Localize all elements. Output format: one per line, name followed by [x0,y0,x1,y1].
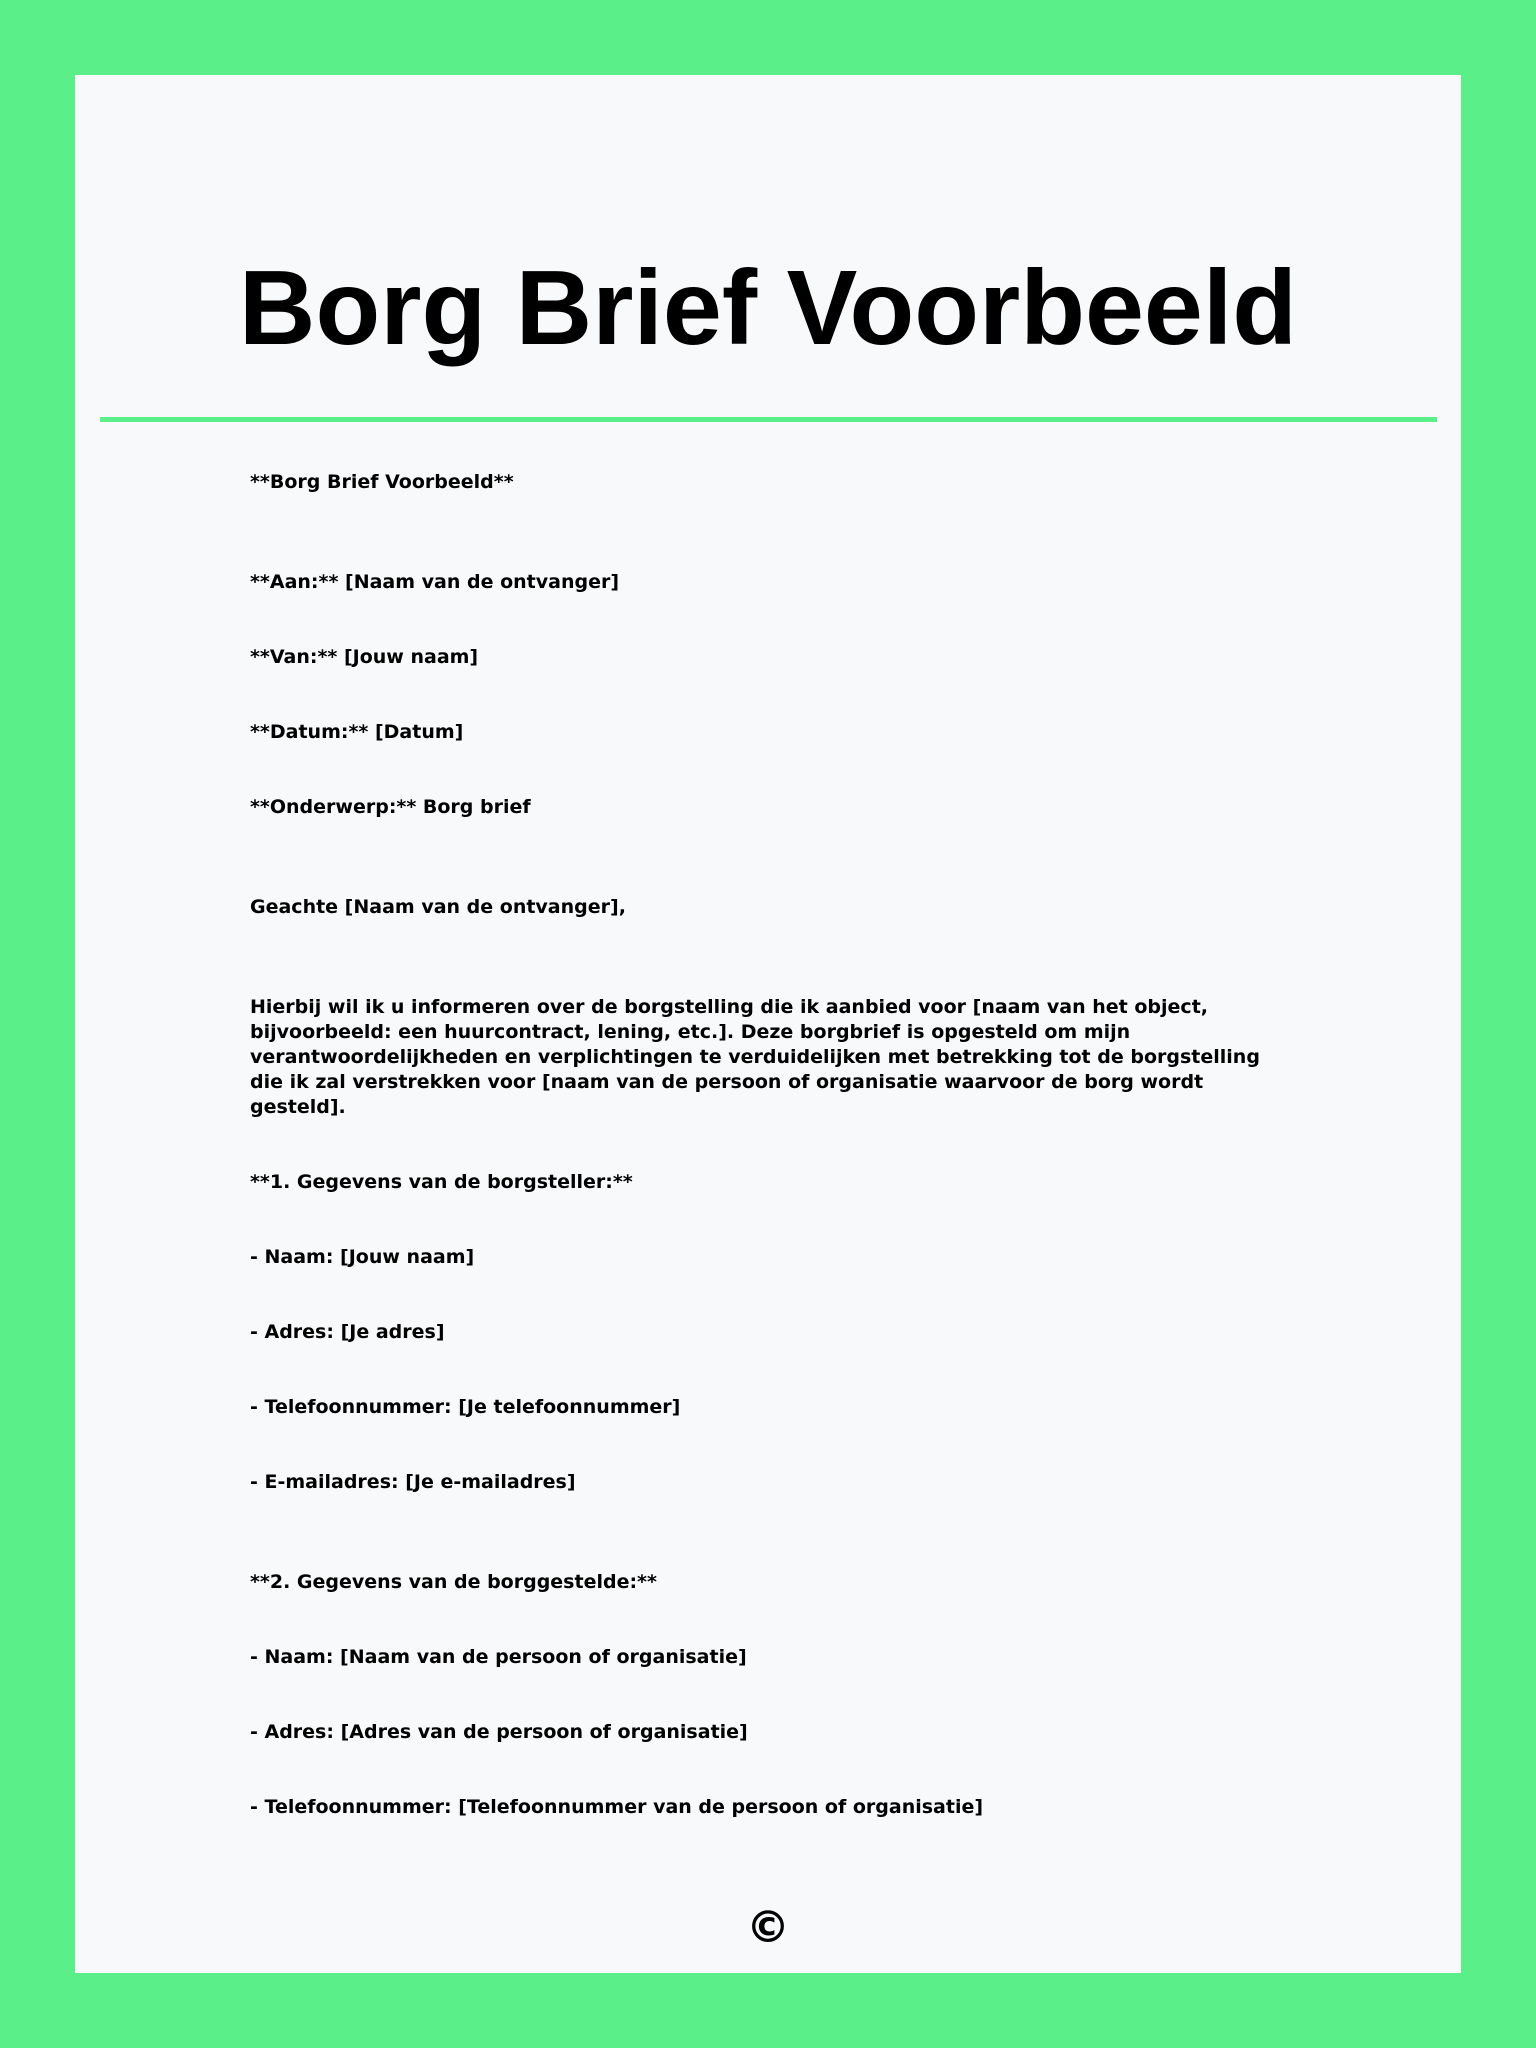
letter-heading: **Borg Brief Voorbeeld** [250,471,514,493]
field-aan: **Aan:** [Naam van de ontvanger] [250,571,620,593]
title-divider [100,417,1437,422]
copyright-icon: © [746,1902,790,1953]
section1-adres: - Adres: [Je adres] [250,1321,445,1343]
section1-email: - E-mailadres: [Je e-mailadres] [250,1471,576,1493]
section1-naam: - Naam: [Jouw naam] [250,1246,475,1268]
field-onderwerp: **Onderwerp:** Borg brief [250,796,531,818]
field-van: **Van:** [Jouw naam] [250,646,479,668]
section2-telefoon: - Telefoonnummer: [Telefoonnummer van de persoon of organisatie] [250,1796,984,1818]
section1-telefoon: - Telefoonnummer: [Je telefoonnummer] [250,1396,681,1418]
page-title: Borg Brief Voorbeeld [238,249,1298,367]
intro-paragraph: Hierbij wil ik u informeren over de borgstelling die ik aanbied voor [naam van het object, bijvoorbeeld: een huurcontract, lening, etc.]. Deze borgbrief is opgesteld om mijn verantwoordelijkheden en verplichtingen te verduidelijken met betrekking tot de borgstelling die ik zal verstrekken voor [naam van de persoon of organisatie waarvoor de borg wordt gesteld]. [250,996,1260,1118]
salutation: Geachte [Naam van de ontvanger], [250,896,626,918]
section1-heading: **1. Gegevens van de borgsteller:** [250,1171,633,1193]
section2-heading: **2. Gegevens van de borggestelde:** [250,1571,657,1593]
section2-adres: - Adres: [Adres van de persoon of organisatie] [250,1721,748,1743]
field-datum: **Datum:** [Datum] [250,721,464,743]
section2-naam: - Naam: [Naam van de persoon of organisatie] [250,1646,747,1668]
